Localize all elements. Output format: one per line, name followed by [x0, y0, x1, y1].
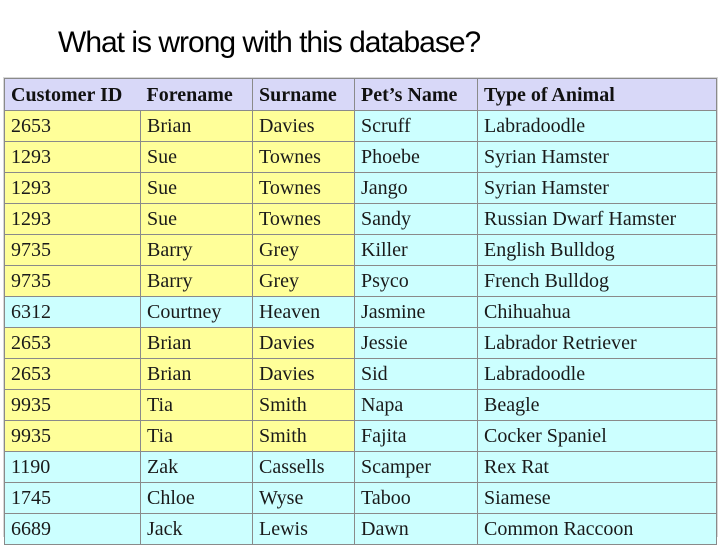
cell-customer-id: 1745: [5, 483, 141, 514]
cell-customer-id: 6312: [5, 297, 141, 328]
cell-pets-name: Jasmine: [355, 297, 478, 328]
cell-forename: Sue: [141, 204, 253, 235]
cell-surname: Smith: [253, 390, 355, 421]
cell-surname: Townes: [253, 173, 355, 204]
table-body: [5, 111, 717, 545]
cell-forename: Barry: [141, 266, 253, 297]
cell-customer-id: 2653: [5, 359, 141, 390]
cell-customer-id: 2653: [5, 328, 141, 359]
table-header-row: [5, 79, 717, 111]
cell-type-of-animal: Beagle: [478, 390, 717, 421]
table-row: [5, 142, 717, 173]
cell-surname: Smith: [253, 421, 355, 452]
cell-customer-id: 1293: [5, 142, 141, 173]
cell-forename: Sue: [141, 173, 253, 204]
cell-customer-id: 9935: [5, 390, 141, 421]
table-row: [5, 328, 717, 359]
cell-surname: Cassells: [253, 452, 355, 483]
cell-forename: Tia: [141, 390, 253, 421]
customer-pet-table: [4, 78, 717, 545]
cell-surname: Lewis: [253, 514, 355, 545]
cell-customer-id: 6689: [5, 514, 141, 545]
cell-customer-id: 1293: [5, 204, 141, 235]
cell-type-of-animal: Rex Rat: [478, 452, 717, 483]
cell-forename: Sue: [141, 142, 253, 173]
cell-forename: Zak: [141, 452, 253, 483]
cell-surname: Davies: [253, 328, 355, 359]
cell-type-of-animal: Syrian Hamster: [478, 142, 717, 173]
cell-type-of-animal: Russian Dwarf Hamster: [478, 204, 717, 235]
table-row: [5, 390, 717, 421]
table-row: [5, 173, 717, 204]
table-row: [5, 359, 717, 390]
cell-surname: Grey: [253, 235, 355, 266]
cell-type-of-animal: Labradoodle: [478, 111, 717, 142]
cell-type-of-animal: Common Raccoon: [478, 514, 717, 545]
cell-forename: Tia: [141, 421, 253, 452]
cell-type-of-animal: Labrador Retriever: [478, 328, 717, 359]
cell-customer-id: 1293: [5, 173, 141, 204]
header-type-of-animal: Type of Animal: [478, 79, 717, 111]
cell-surname: Heaven: [253, 297, 355, 328]
cell-pets-name: Killer: [355, 235, 478, 266]
cell-forename: Barry: [141, 235, 253, 266]
cell-pets-name: Dawn: [355, 514, 478, 545]
cell-forename: Brian: [141, 328, 253, 359]
cell-pets-name: Fajita: [355, 421, 478, 452]
cell-surname: Townes: [253, 204, 355, 235]
cell-surname: Davies: [253, 359, 355, 390]
cell-forename: Chloe: [141, 483, 253, 514]
cell-forename: Brian: [141, 359, 253, 390]
header-pets-name: Pet’s Name: [355, 79, 478, 111]
cell-customer-id: 9735: [5, 266, 141, 297]
cell-pets-name: Phoebe: [355, 142, 478, 173]
table-row: [5, 483, 717, 514]
table-row: [5, 235, 717, 266]
cell-surname: Townes: [253, 142, 355, 173]
cell-type-of-animal: English Bulldog: [478, 235, 717, 266]
cell-customer-id: 9935: [5, 421, 141, 452]
cell-surname: Grey: [253, 266, 355, 297]
cell-pets-name: Scamper: [355, 452, 478, 483]
cell-pets-name: Jessie: [355, 328, 478, 359]
cell-pets-name: Sid: [355, 359, 478, 390]
header-surname: Surname: [253, 79, 355, 111]
cell-pets-name: Jango: [355, 173, 478, 204]
cell-customer-id: 2653: [5, 111, 141, 142]
header-forename: Forename: [141, 79, 253, 111]
table-row: [5, 204, 717, 235]
cell-pets-name: Taboo: [355, 483, 478, 514]
cell-type-of-animal: Labradoodle: [478, 359, 717, 390]
header-customer-id: Customer ID: [5, 79, 141, 111]
table-row: [5, 111, 717, 142]
cell-forename: Courtney: [141, 297, 253, 328]
slide-title: What is wrong with this database?: [58, 26, 481, 59]
cell-type-of-animal: Chihuahua: [478, 297, 717, 328]
cell-surname: Davies: [253, 111, 355, 142]
cell-customer-id: 1190: [5, 452, 141, 483]
cell-forename: Jack: [141, 514, 253, 545]
table-row: [5, 297, 717, 328]
table-row: [5, 452, 717, 483]
table-row: [5, 266, 717, 297]
cell-pets-name: Sandy: [355, 204, 478, 235]
cell-surname: Wyse: [253, 483, 355, 514]
cell-type-of-animal: Siamese: [478, 483, 717, 514]
table-row: [5, 421, 717, 452]
cell-customer-id: 9735: [5, 235, 141, 266]
cell-pets-name: Napa: [355, 390, 478, 421]
cell-type-of-animal: Syrian Hamster: [478, 173, 717, 204]
cell-type-of-animal: French Bulldog: [478, 266, 717, 297]
cell-pets-name: Psyco: [355, 266, 478, 297]
cell-type-of-animal: Cocker Spaniel: [478, 421, 717, 452]
cell-forename: Brian: [141, 111, 253, 142]
cell-pets-name: Scruff: [355, 111, 478, 142]
